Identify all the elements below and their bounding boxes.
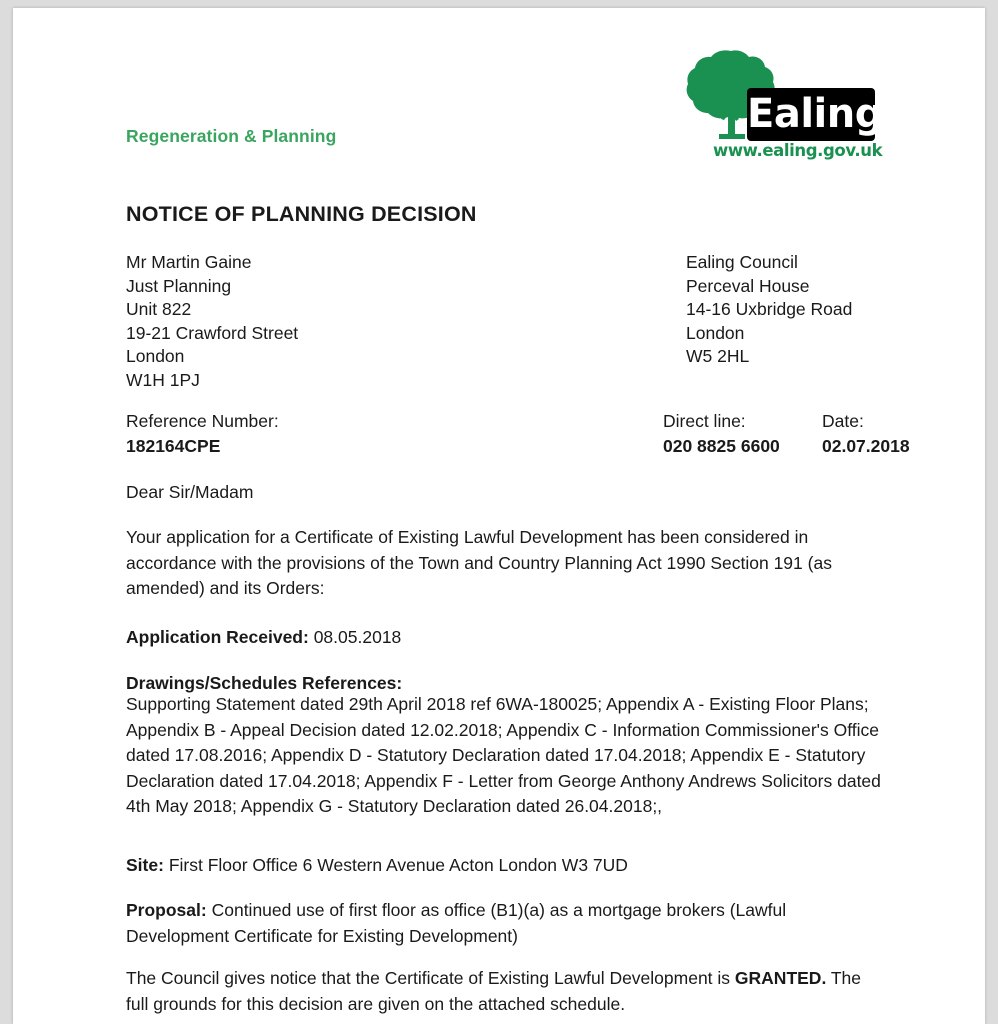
address-line: Mr Martin Gaine — [126, 252, 252, 272]
page-title: NOTICE OF PLANNING DECISION — [126, 202, 477, 226]
reference-number-value: 182164CPE — [126, 436, 221, 456]
date-label: Date: — [822, 411, 864, 431]
address-line: Just Planning — [126, 275, 232, 296]
drawings-references-body: Supporting Statement dated 29th April 2018 ref 6WA-180025; Appendix A - Existing Floor Plans; Appendix B - Appeal Decision dated 12.02.2018; Appendix C - Information Commissioner's Office dated 17.08.2016; Appendix D - Statutory Declaration dated 17.04.2018; Appendix E - Statutory Declaration dated 17.04.2018; Appendix F - Letter from George Anthony Andrews Solicitors dated 4th May 2018; Appendix G - Statutory Declaration dated 26.04.2018;, — [126, 694, 881, 817]
application-received-value: 08.05.2018 — [313, 627, 402, 647]
application-received-label: Application Received: — [126, 627, 309, 647]
decision-text-before: The Council gives notice that the Certificate of Existing Lawful Development is — [126, 968, 735, 988]
recipient-address-block — [126, 251, 298, 393]
address-line: W1H 1PJ — [126, 369, 200, 390]
proposal-label: Proposal: — [126, 900, 207, 920]
ealing-wordmark: Ealing — [747, 91, 883, 137]
salutation: Dear Sir/Madam — [126, 482, 254, 502]
direct-line-value: 020 8825 6600 — [663, 436, 780, 456]
reference-number-label: Reference Number: — [126, 411, 279, 431]
address-line: 14-16 Uxbridge Road — [686, 299, 853, 320]
address-line: W5 2HL — [686, 346, 750, 367]
site-row — [126, 853, 881, 879]
proposal-value: Continued use of first floor as office (B1)(a) as a mortgage brokers (Lawful Development Certificate for Existing Development) — [126, 900, 787, 946]
address-line: London — [126, 346, 185, 367]
decision-paragraph — [126, 966, 881, 1017]
address-line: Ealing Council — [686, 252, 798, 272]
drawings-references-heading: Drawings/Schedules References: — [126, 673, 403, 693]
decision-outcome: GRANTED. — [734, 968, 827, 988]
council-address-block — [686, 251, 852, 369]
proposal-row — [126, 898, 881, 949]
address-line: London — [686, 322, 745, 343]
ealing-wordmark-box — [747, 88, 883, 141]
intro-paragraph: Your application for a Certificate of Existing Lawful Development has been considered in accordance with the provisions of the Town and Country Planning Act 1990 Section 191 (as amended) and its Orders: — [126, 527, 832, 599]
council-website-url: www.ealing.gov.uk — [713, 141, 883, 160]
document-content — [13, 8, 985, 1024]
direct-line-block — [663, 409, 780, 459]
direct-line-label: Direct line: — [663, 411, 746, 431]
ealing-council-logo — [685, 46, 883, 161]
address-line: Perceval House — [686, 275, 810, 296]
reference-number-block — [126, 409, 279, 459]
date-value: 02.07.2018 — [822, 436, 910, 456]
document-page — [13, 8, 985, 1024]
application-received-row — [126, 625, 881, 651]
address-line: Unit 822 — [126, 299, 192, 320]
site-label: Site: — [126, 855, 164, 875]
address-line: 19-21 Crawford Street — [126, 322, 299, 343]
site-value: First Floor Office 6 Western Avenue Acton London W3 7UD — [168, 855, 628, 875]
department-title: Regeneration & Planning — [126, 126, 337, 146]
decision-text-after: The full grounds for this decision are given on the attached schedule. — [126, 968, 862, 1014]
date-block — [822, 409, 910, 459]
